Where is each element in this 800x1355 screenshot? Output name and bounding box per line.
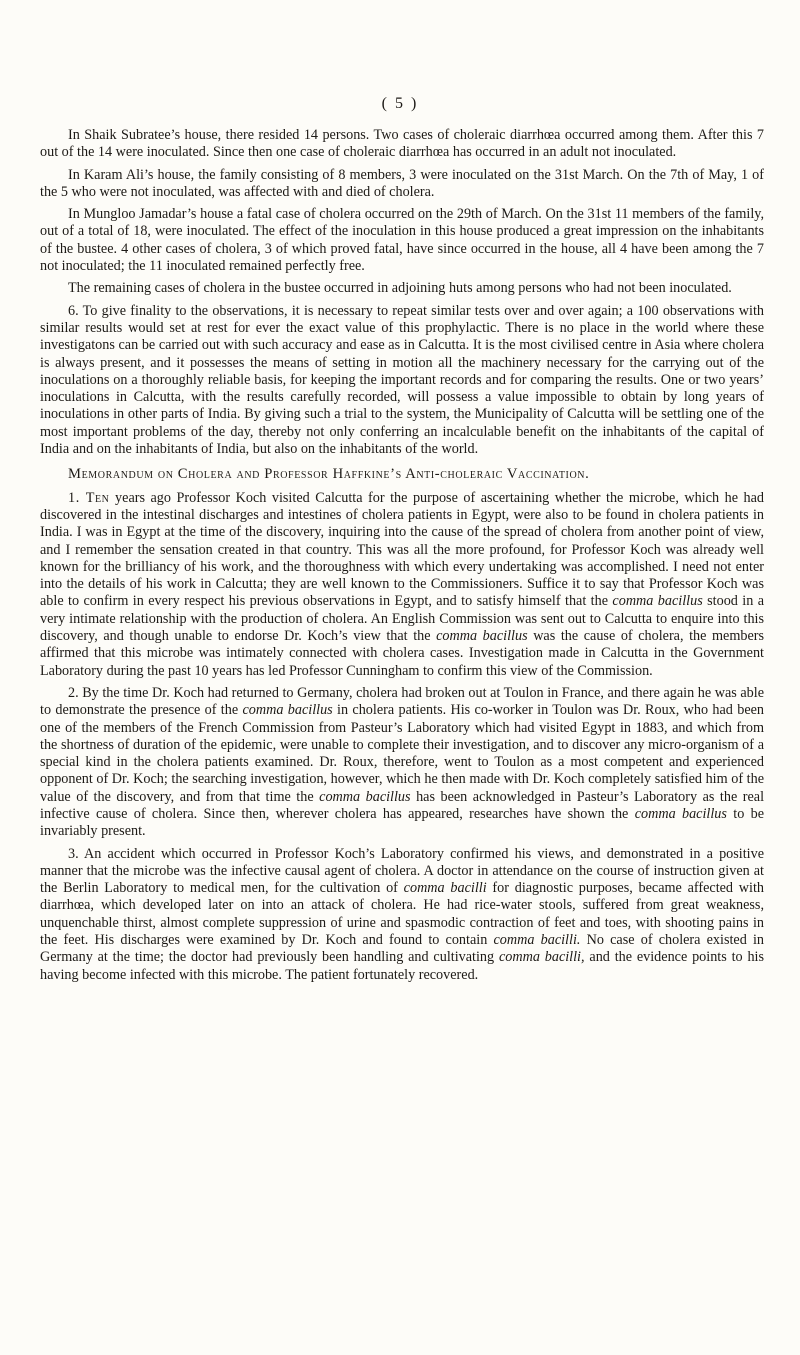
italic-term: comma bacillus (242, 702, 333, 719)
paragraph-6-finality: 6. To give finality to the observations, it is necessary to repeat similar tests over and over again; a 100 observations with similar results would set at rest for ever the exact value of this prophylactic. There is no place in the world where these investigatons can be carried out with such accuracy and ease as in Calcutta. It is the most civilised centre in Asia where cholera is always present, and it possesses the means of setting in motion all the machinery necessary for the carrying out of the inoculations on a thoroughly reliable basis, for keeping the important records and for comparing the results. One or two years’ inoculations in Calcutta, with the results carefully recorded, will possess a value impossible to obtain by long years of inoculations in other parts of India. By giving such a trial to the system, the Municipality of Calcutta will be settling one of the most important problems of the day, thereby not only conferring an incalculable benefit on the inhabitants of the capital of India and on the inhabitants of India, but also on the inhabitants of the world. (40, 302, 764, 458)
text-run: was the cause of cholera, the members affirmed that this microbe was intimately connected with cholera cases. Investigation made in Calcutta in the Government Laboratory during the past 10 years has led Professor Cunningham to confirm this view of the Commission. (40, 628, 765, 679)
memorandum-paragraph-1 (40, 490, 764, 680)
page-number: ( 5 ) (381, 95, 419, 112)
text-run: in cholera patients. His co-worker in Toulon was Dr. Roux, who had been one of the members of the French Commission from Pasteur’s Laboratory which had visited Egypt in 1883, and which from the shortness of duration of the epidemic, were unable to complete their investigation, and to discover any micro-organism of a special kind in the cholera patients examined. Dr. Roux, therefore, went to Toulon as a most competent and experienced opponent of Dr. Koch; the searching investigation, however, which he then made with Dr. Koch completely satisfied him of the value of the discovery, and from that time the (40, 702, 765, 805)
text-run: No case of cholera existed in Germany at the time; the doctor had previously been handling and cultivating (40, 932, 765, 966)
italic-term: comma bacillus (319, 788, 411, 805)
italic-term: comma bacilli (403, 880, 487, 897)
paragraph-remaining-cases: The remaining cases of cholera in the bustee occurred in adjoining huts among persons who had not been inoculated. (68, 280, 732, 297)
text-run: stood in a very intimate relationship with the production of cholera. An English Commission was sent out to Calcutta to enquire into this discovery, and though unable to endorse Dr. Koch’s view that the (40, 593, 765, 645)
memorandum-heading: Memorandum on Cholera and Professor Haffkine’s Anti-choleraic Vaccination. (68, 466, 590, 483)
text-run: has been acknowledged in Pasteur’s Laboratory as the real infective cause of cholera. Since then, wherever cholera has appeared, researches have shown the (40, 788, 765, 822)
text-run: years ago Professor Koch visited Calcutta for the purpose of ascertaining whether the microbe, which he had discovered in the intestinal discharges and intestines of cholera patients in Egypt, were also to be found in cholera patients in India. I was in Egypt at the time of the discovery, inquiring into the cause of the spread of cholera from another point of view, and I remember the sensation created in that country. This was all the more profound, for Professor Koch was already well known for the brilliancy of his work, and the thoroughness with which every undertaking was accomplished. I need not enter into the details of his work in Calcutta; they are well known to the Commissioners. Suffice it to say that Professor Koch was able to confirm in every respect his previous observations in Egypt, and to satisfy himself that the (40, 489, 765, 610)
text-run: and the evidence points to his having become infected with this microbe. The patient fortunately recovered. (40, 949, 765, 983)
italic-term: comma bacillus (612, 593, 703, 610)
text-run: to be invariably present. (40, 805, 765, 840)
italic-term: comma bacilli. (493, 932, 581, 949)
italic-term: comma bacilli, (498, 949, 585, 966)
text-run: 2. By the time Dr. Koch had returned to Germany, cholera had broken out at Toulon in France, and there again he was able to demonstrate the presence of the (40, 684, 764, 719)
italic-term: comma bacillus (634, 805, 727, 822)
text-run: for diagnostic purposes, became affected with diarrhœa, which developed later on into an attack of cholera. He had rice-water stools, suffered from great weakness, unquenchable thirst, almost complete suppression of urine and spasmodic contraction of feet and toes, with shooting pains in the feet. His discharges were examined by Dr. Koch and found to contain (40, 880, 765, 949)
paragraph-mungloo-jamadar: In Mungloo Jamadar’s house a fatal case of cholera occurred on the 29th of March. On the 31st 11 members of the family, out of a total of 18, were inoculated. The effect of the inoculation in this house produced a great impression on the inhabitants of the bustee. 4 other cases of cholera, 3 of which proved fatal, have since occurred in the house, all 4 have been among the 7 not inoculated; the 11 inoculated remained perfectly free. (40, 206, 764, 275)
paragraph-shaik-subratee: In Shaik Subratee’s house, there resided 14 persons. Two cases of choleraic diarrhœa occurred among them. After this 7 out of the 14 were inoculated. Since then one case of choleraic diarrhœa has occurred in an adult not inoculated. (40, 127, 764, 161)
text-run: 3. An accident which occurred in Professor Koch’s Laboratory confirmed his views, and demonstrated in a positive manner that the microbe was the infective causal agent of cholera. A doctor in attendance on the course of instruction given at the Berlin Laboratory to medical men, for the cultivation of (40, 845, 764, 897)
memorandum-paragraph-2 (40, 685, 764, 841)
document-body (40, 127, 764, 984)
memorandum-paragraph-3 (40, 846, 764, 984)
paragraph-lead: 1. Ten (68, 489, 110, 506)
paragraph-karam-ali: In Karam Ali’s house, the family consisting of 8 members, 3 were inoculated on the 31st March. On the 7th of May, 1 of the 5 who were not inoculated, was affected with and died of cholera. (40, 166, 764, 200)
italic-term: comma bacillus (436, 628, 528, 645)
